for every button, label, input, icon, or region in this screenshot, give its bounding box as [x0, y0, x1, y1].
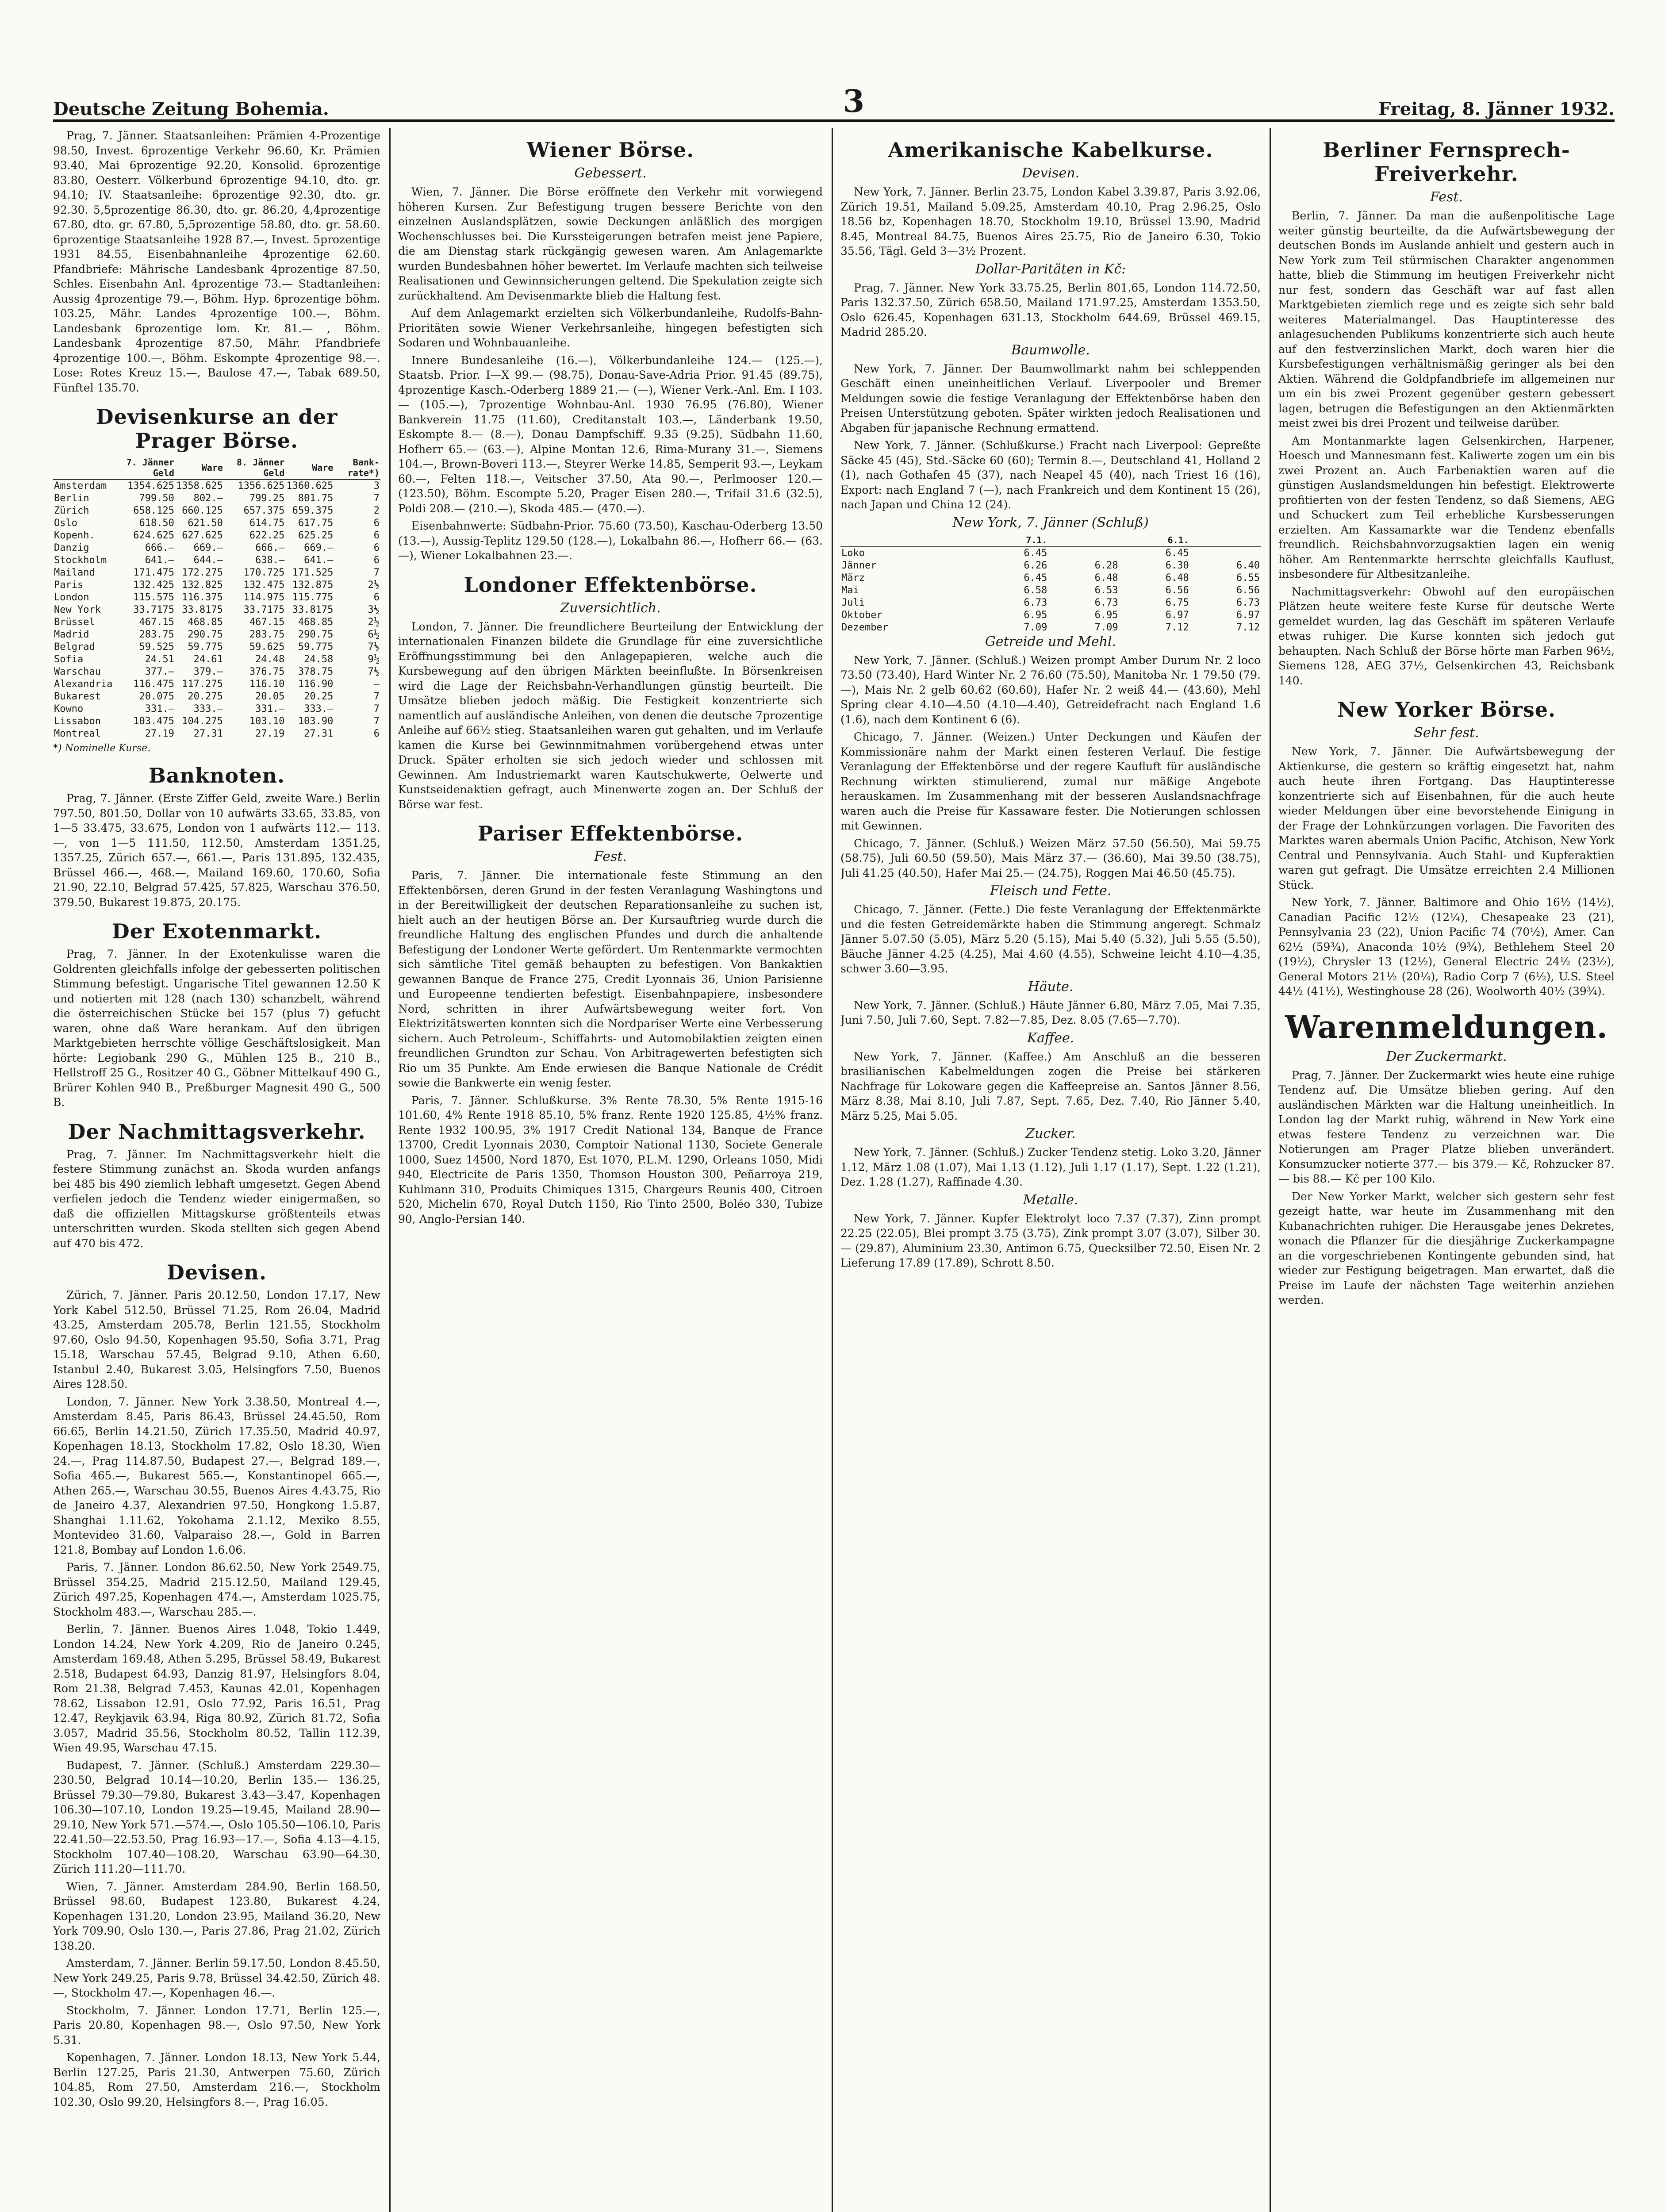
table-cell: 799.25 — [249, 493, 285, 504]
table-cell: März — [841, 572, 865, 584]
section-heading: Devisenkurse an der Prager Börse. — [96, 405, 338, 453]
table-row — [53, 703, 380, 715]
article-paragraph: Paris, 7. Jänner. Die internationale feste Stimmung an den Effektenbörsen, deren Grund in der festen Veranlagung Washingtons und in der Bereitwilligkeit der deutschen Reparationsanleihe zu suchen ist, hielt auch an der heutigen Börse an. Der Kursauftrieg wurde durch die freundliche Haltung des englischen Pfundes und durch die anhaltende Befestigung der Londoner Werte gefördert. Um Rentenmarkte vermochten sich sämtliche Titel gemäß behaupten zu befestigen. Von Bankaktien gewannen Banque de France 275, Credit Lyonnais 36, Union Parisienne und Europeenne tendierten befestigt. Eisenbahnpapiere, insbesondere Nord, schritten in ihrer Aufwärtsbewegung weiter fort. Von Elektrizitätswerten konnten sich die Nordpariser Werte eine Verbesserung sichern. Auch Petroleum-, Schiffahrts- und Automobilaktien zeigten einen freundlichen Grundton zur Schau. Von Arbitragewerten befestigten sich Rio um 35 Punkte. Am Ende erwiesen die Banque Nationale de Crédit sowie die Bankwerte ein wenig fester. — [398, 869, 823, 1089]
section-subheading: Dollar-Paritäten in Kč: — [975, 261, 1126, 277]
table-row — [840, 584, 1261, 597]
table-row — [53, 691, 380, 703]
table-cell: 1358.625 — [176, 480, 223, 492]
column-divider — [1270, 128, 1271, 2212]
table-row — [840, 622, 1261, 634]
table-row — [840, 560, 1261, 572]
table-cell: Jänner — [841, 560, 877, 571]
table-cell: Loko — [841, 547, 865, 559]
table-row — [53, 505, 380, 517]
table-cell: 103.475 — [133, 716, 174, 727]
article-paragraph: Wien, 7. Jänner. Die Börse eröffnete den Verkehr mit vorwiegend höheren Kursen. Zur Befestigung trugen bessere Berichte von den einzelnen Auslandsplätzen, sowie Deckungen anläßlich des morgigen Wochenschlusses bei. Die Kurssteigerungen betrafen meist jene Papiere, die am Dienstag stark rückgängig gewesen waren. Am Anlagemarkte wurden Bundesbahnen höher bewertet. Im Verlaufe machten sich teilweise Realisationen und Gewinnsicherungen geltend. Die Spekulation zeigte sich zurückhaltend. Am Devisenmarkte blieb die Haltung fest. — [398, 185, 823, 302]
article-paragraph: Prag, 7. Jänner. Im Nachmittagsverkehr hielt die festere Stimmung zunächst an. Skoda wurden anfangs bei 485 bis 490 ziemlich lebhaft umgesetzt. Gegen Abend verfielen jedoch die Tendenz wieder einigermaßen, so daß die offiziellen Mittagskurse größtenteils etwas unterschritten wurden. Skoda stellten sich gegen Abend auf 470 bis 472. — [53, 1148, 380, 1250]
article-paragraph: Innere Bundesanleihe (16.—), Völkerbundanleihe 124.— (125.—), Staatsb. Prior. I—X 99.— (98.75), Donau-Save-Adria Prior. 91.45 (89.75), 4prozentige Kasch.-Oderberg 1889 21.— (—), Wiener Verk.-Anl. Em. I 103.— (105.—), 7prozentige Wohnbau-Anl. 1930 76.95 (76.80), Wiener Bankverein 11.75 (11.60), Creditanstalt 103.—, Länderbank 19.50, Eskompte 8.— (8.—), Donau Dampfschiff. 9.35 (9.25), Südbahn 11.60, Hofherr 65.— (63.—), Alpine Montan 12.6, Rima-Murany 31.—, Siemens 104.—, Brown-Boveri 113.—, Steyrer Werke 14.85, Semperit 93.—, Leykam 60.—, Felten 118.—, Veitscher 37.50, Ata 90.—, Perlmooser 120.— (123.50), Böhm. Escompte 5.20, Prager Eisen 280.—, Trifail 31.6 (32.5), Poldi 208.— (210.—), Skoda 485.— (470.—). — [398, 353, 823, 515]
table-cell: 20.05 — [255, 691, 285, 702]
article-paragraph: Wien, 7. Jänner. Amsterdam 284.90, Berlin 168.50, Brüssel 98.60, Budapest 123.80, Bukarest 4.24, Kopenhagen 131.20, London 23.95, Mailand 36.20, New York 709.90, Oslo 130.—, Paris 27.86, Prag 21.02, Zürich 138.20. — [53, 1880, 380, 1952]
table-cell: 1354.625 — [127, 480, 174, 492]
table-cell: 614.75 — [249, 518, 285, 529]
table-cell: 7½ — [368, 666, 380, 677]
table-cell: Zürich — [54, 505, 89, 516]
table-row — [53, 604, 380, 616]
column-4 — [1278, 128, 1615, 2212]
table-cell: 33.8175 — [182, 604, 223, 615]
article-paragraph: Chicago, 7. Jänner. (Fette.) Die feste Veranlagung der Effektenmärkte und die festen Getreidemärkte haben die Stimmung angeregt. Schmalz Jänner 5.07.50 (5.05), März 5.20 (5.15), Mai 5.40 (5.32), Juli 5.55 (5.50), Bäuche Jänner 4.25 (4.25), Mai 4.60 (4.55), Schweine leicht 4.10—4.35, schwer 3.60—3.95. — [840, 903, 1261, 975]
table-cell: 6 — [373, 542, 380, 553]
table-cell — [1190, 547, 1261, 560]
table-cell: 6.45 — [1024, 547, 1047, 559]
table-cell: 6.95 — [1024, 609, 1047, 621]
article-paragraph: Paris, 7. Jänner. Schlußkurse. 3% Rente 78.30, 5% Rente 1915-16 101.60, 4% Rente 1918 85.10, 5% franz. Rente 1920 125.85, 4½% franz. Rente 1932 100.95, 3% 1917 Credit National 134, Banque de France 13700, Credit Lyonnais 2030, Comptoir National 1130, Societe Generale 1000, Suez 14500, Nord 1870, Est 1070, P.L.M. 1290, Orleans 1050, Midi 940, Electricite de Paris 1350, Thomson Houston 300, Peñarroya 219, Kuhlmann 310, Produits Chimiques 1315, Chargeurs Reunis 400, Citroen 520, Michelin 670, Royal Dutch 1150, Rio Tinto 2500, Boléo 330, Tubize 90, Anglo-Persian 140. — [398, 1094, 823, 1225]
table-cell: 6.97 — [1165, 609, 1189, 621]
article-paragraph: Kopenhagen, 7. Jänner. London 18.13, New York 5.44, Berlin 127.25, Paris 21.30, Antwerpen 75.60, Zürich 104.85, Rom 27.50, Amsterdam 216.—, Stockholm 102.30, Oslo 99.20, Helsingfors 8.—, Prag 16.05. — [53, 2051, 380, 2108]
table-cell: 6.28 — [1094, 560, 1118, 571]
column-header — [1048, 534, 1119, 547]
table-cell: 6.30 — [1165, 560, 1189, 571]
section-subheading: Sehr fest. — [1414, 725, 1479, 741]
table-cell: 467.15 — [249, 617, 285, 628]
article-paragraph: Der New Yorker Markt, welcher sich gestern sehr fest gezeigt hatte, war heute im Zusammenhang mit den Kubanachrichten ruhiger. Die Herausgabe jenes Dekretes, wonach die Pflanzer für die diesjährige Zuckerkampagne an die vorgeschriebenen Kontingente gebunden sind, hat wieder zur Festigung beigetragen. Man erwartet, daß die Preise im Laufe der nächsten Tage weiterhin anziehen werden. — [1278, 1190, 1615, 1306]
section-heading: Pariser Effektenbörse. — [477, 822, 744, 845]
table-row — [53, 567, 380, 579]
table-cell: 171.525 — [292, 567, 334, 578]
article-paragraph: Amsterdam, 7. Jänner. Berlin 59.17.50, London 8.45.50, New York 249.25, Paris 9.78, Brüssel 34.42.50, Zürich 48.—, Stockholm 47.—, Kopenhagen 46.—. — [53, 1957, 380, 1999]
table-cell: Mai — [841, 584, 859, 596]
table-cell — [1048, 547, 1119, 560]
table-cell: 625.25 — [298, 530, 334, 541]
column-2 — [398, 128, 823, 2212]
table-cell: 638.— — [255, 555, 285, 566]
article-paragraph: Berlin, 7. Jänner. Da man die außenpolitische Lage weiter günstig beurteilte, da die Aufwärtsbewegung der deutschen Bonds im Auslande anhielt und gestern auch in New York zum Teil stürmischen Charakter angenommen hatte, blieb die Stimmung im heutigen Freiverkehr nicht nur fest, sondern das Geschäft war auf fast allen Marktgebieten ziemlich rege und es zeigte sich sehr bald weiteres Materialmangel. Das Hauptinteresse des anlagesuchenden Publikums konzentrierte sich auch heute auf den festverzinslichen Markt, doch waren hier die Kursbefestigungen verhältnismäßig geringer als bei den Aktien. Während die Goldpfandbriefe im allgemeinen nur um ein bis zwei Prozent gegenüber gestern gebessert lagen, betrugen die Befestigungen an den Aktienmärkten meist zwei bis drei Prozent und teilweise darüber. — [1278, 209, 1615, 430]
masthead — [53, 84, 1615, 122]
table-cell: 7 — [373, 567, 380, 578]
table-cell: 103.10 — [249, 716, 285, 727]
table-cell: 6.45 — [1165, 547, 1189, 559]
column-divider — [389, 128, 391, 2212]
table-row — [53, 554, 380, 567]
table-row — [840, 609, 1261, 622]
table-cell: 59.625 — [249, 641, 285, 653]
table-cell: Alexandria — [54, 679, 113, 690]
table-cell: 377.— — [145, 666, 174, 677]
table-row — [53, 629, 380, 641]
table-cell: 6 — [373, 530, 380, 541]
table-row — [53, 728, 380, 740]
table-cell: 24.61 — [193, 654, 223, 665]
section-heading: Der Nachmittagsverkehr. — [68, 1119, 366, 1144]
column-divider — [832, 128, 833, 2212]
table-cell: 801.75 — [298, 493, 334, 504]
table-row — [53, 591, 380, 604]
page-number: 3 — [843, 83, 865, 119]
table-cell: Belgrad — [54, 641, 95, 653]
table-cell: 799.50 — [139, 493, 174, 504]
table-row — [840, 597, 1261, 609]
rate-table — [840, 534, 1261, 634]
table-cell: 6 — [373, 518, 380, 529]
section-heading: Devisen. — [167, 1260, 267, 1284]
section-subheading: Fleisch und Fette. — [990, 883, 1112, 899]
table-cell: 624.625 — [133, 530, 174, 541]
table-cell: 7.09 — [1024, 622, 1047, 633]
table-cell: 3½ — [368, 604, 380, 615]
column-header: Ware — [175, 456, 224, 480]
table-cell: 7 — [373, 493, 380, 504]
section-subheading: Häute. — [1028, 979, 1074, 995]
table-cell: Madrid — [54, 629, 89, 640]
table-cell: 6.73 — [1024, 597, 1047, 608]
table-cell: 7.09 — [1094, 622, 1118, 633]
article-paragraph: Prag, 7. Jänner. Der Zuckermarkt wies heute eine ruhige Tendenz auf. Die Umsätze blieben gering. Auf den ausländischen Märkten war die Haltung uneinheitlich. In London lag der Markt ruhig, während in New York eine etwas festere Tendenz zu verzeichnen war. Die Notierungen am Prager Platze blieben unverändert. Konsumzucker notierte 377.— bis 379.— Kč, Rohzucker 87.— bis 88.— Kč per 100 Kilo. — [1278, 1068, 1615, 1185]
table-cell: 27.19 — [145, 728, 174, 739]
table-cell: 6.48 — [1165, 572, 1189, 584]
table-cell: Kopenh. — [54, 530, 95, 541]
table-cell: London — [54, 592, 89, 603]
table-row — [53, 530, 380, 542]
table-row — [53, 492, 380, 505]
table-cell: 2½ — [368, 580, 380, 591]
table-cell: Oslo — [54, 518, 77, 529]
article-paragraph: Zürich, 7. Jänner. Paris 20.12.50, London 17.17, New York Kabel 512.50, Brüssel 71.25, Rom 26.04, Madrid 43.25, Amsterdam 205.78, Berlin 121.55, Stockholm 97.60, Oslo 94.50, Kopenhagen 95.50, Sofia 3.71, Prag 15.18, Warschau 57.45, Belgrad 9.10, Athen 6.60, Istanbul 2.40, Bukarest 3.05, Helsingfors 7.50, Buenos Aires 128.50. — [53, 1289, 380, 1390]
table-cell: 115.575 — [133, 592, 174, 603]
column-header: 7.1. — [977, 534, 1048, 547]
table-cell: 6.53 — [1094, 584, 1118, 596]
table-cell: Warschau — [54, 666, 101, 677]
article-paragraph: Chicago, 7. Jänner. (Schluß.) Weizen März 57.50 (56.50), Mai 59.75 (58.75), Juli 60.50 (59.50), Mais März 37.— (36.60), Mai 39.50 (38.75), Juli 41.25 (40.50), Hafer Mai 25.— (24.75), Roggen Mai 46.50 (45.75). — [840, 837, 1261, 879]
table-cell: 657.375 — [243, 505, 285, 516]
table-cell: New York — [54, 604, 101, 615]
table-cell: 132.825 — [182, 580, 223, 591]
table-cell: 617.75 — [298, 518, 334, 529]
table-cell: Oktober — [841, 609, 882, 621]
table-cell: 6.40 — [1236, 560, 1260, 571]
column-header: 8. Jänner Geld — [224, 456, 285, 480]
section-heading: Amerikanische Kabelkurse. — [888, 138, 1213, 162]
article-paragraph: New York, 7. Jänner. (Schluß.) Häute Jänner 6.80, März 7.05, Mai 7.35, Juni 7.50, Juli 7.60, Sept. 7.82—7.85, Dez. 8.05 (7.65—7.70). — [840, 998, 1261, 1026]
section-subheading: Metalle. — [1023, 1192, 1078, 1208]
table-cell: 24.48 — [255, 654, 285, 665]
section-subheading: Kaffee. — [1027, 1030, 1074, 1046]
table-cell: 33.7175 — [243, 604, 285, 615]
table-cell: 116.10 — [249, 679, 285, 690]
table-cell: 33.7175 — [133, 604, 174, 615]
table-cell: 2 — [373, 505, 380, 516]
table-cell: 333.— — [304, 703, 334, 714]
table-cell: 20.275 — [188, 691, 223, 702]
table-cell: 9½ — [368, 654, 380, 665]
table-cell: Sofia — [54, 654, 84, 665]
table-row — [53, 678, 380, 691]
article-paragraph: London, 7. Jänner. Die freundlichere Beurteilung der Entwicklung der internationalen Finanzen bildete die Grundlage für eine zuversichtliche Eröffnungsstimmung bei den Anlagepapieren, welche auch die Kursbewegung auf den übrigen Märkten beeinflußte. In Börsenkreisen wird die Lage der Reichsbahn-Verhandlungen günstig beurteilt. Die Umsätze blieben jedoch mäßig. Die Festigkeit konzentrierte sich namentlich auf ausländische Anleihen, von denen die deutsche 7prozentige Anleihe auf 66½ stieg. Staatsanleihen waren gut gehalten, und im Verlaufe kamen die Kurse bei Gewinnmitnahmen vorübergehend etwas unter Druck. Später erholten sie sich jedoch wieder und schlossen mit Gewinnen. Am Industriemarkt waren Kautschukwerte, Oelwerte und Kunstseidenaktien gefragt, auch Minenwerte zogen an. Der Schluß der Börse war fest. — [398, 620, 823, 811]
article-paragraph: Nachmittagsverkehr: Obwohl auf den europäischen Plätzen heute weitere feste Kurse für deutsche Werte gemeldet wurden, lag das Geschäft im späteren Verlaufe etwas ruhiger. Die Kurse konnten sich jedoch gut behaupten. Nach Schluß der Börse hörte man Farben 96½, Siemens 128, AEG 37½, Gelsenkirchen 43, Reichsbank 140. — [1278, 585, 1615, 687]
table-cell: 331.— — [145, 703, 174, 714]
table-cell: 7.12 — [1236, 622, 1260, 633]
table-cell: 24.51 — [145, 654, 174, 665]
article-paragraph: Eisenbahnwerte: Südbahn-Prior. 75.60 (73.50), Kaschau-Oderberg 13.50 (13.—), Aussig-Teplitz 129.50 (128.—), Lokalbahn 86.—, Hofherr 66.— (63.—), Wiener Lokalbahnen 23.—. — [398, 519, 823, 562]
article-paragraph: Stockholm, 7. Jänner. London 17.71, Berlin 125.—, Paris 20.80, Kopenhagen 98.—, Oslo 97.50, New York 5.31. — [53, 2004, 380, 2047]
section-subheading: Gebessert. — [574, 165, 647, 181]
table-cell: 618.50 — [139, 518, 174, 529]
table-cell: 59.775 — [188, 641, 223, 653]
table-cell: 116.90 — [298, 679, 334, 690]
table-cell: 6.56 — [1165, 584, 1189, 596]
table-cell: 283.75 — [139, 629, 174, 640]
section-heading: New Yorker Börse. — [1337, 698, 1556, 722]
table-cell: 6½ — [368, 629, 380, 640]
column-header: 7. Jänner Geld — [113, 456, 175, 480]
table-cell: 171.475 — [133, 567, 174, 578]
table-cell: 658.125 — [133, 505, 174, 516]
table-cell: 132.875 — [292, 580, 334, 591]
section-subheading: Zuversichtlich. — [560, 600, 661, 616]
table-cell: Bukarest — [54, 691, 101, 702]
table-cell: 6.95 — [1094, 609, 1118, 621]
section-subheading: Der Zuckermarkt. — [1386, 1048, 1507, 1064]
section-heading: Banknoten. — [148, 764, 285, 787]
table-cell: Paris — [54, 580, 84, 591]
article-paragraph: Prag, 7. Jänner. (Erste Ziffer Geld, zweite Ware.) Berlin 797.50, 801.50, Dollar von 10 aufwärts 33.65, 33.85, von 1—5 33.475, 33.675, London von 1 aufwärts 112.— 113.—, von 1—5 111.50, 112.50, Amsterdam 1351.25, 1357.25, Zürich 657.—, 661.—, Paris 131.895, 132.435, Brüssel 466.—, 468.—, Mailand 169.60, 170.60, Sofia 21.90, 22.10, Belgrad 57.425, 57.825, Warschau 376.50, 379.50, Bukarest 19.875, 20.175. — [53, 792, 380, 909]
article-paragraph: Prag, 7. Jänner. Staatsanleihen: Prämien 4-Prozentige 98.50, Invest. 6prozentige Verkehr 96.60, Kr. Prämien 93.40, Mai 6prozentige 92.20, Konsolid. 6prozentige 83.80, Oesterr. Völkerbund 6prozentige 94.10, dto. gr. 94.10; IV. Staatsanleihe: 6prozentige 92.30, dto. gr. 92.30. 5,5prozentige 86.30, dto. gr. 86.20, 4,4prozentige 67.80, dto. gr. 67.80, 5,5prozentige 58.80, dto. gr. 58.60. 6prozentige Staatsanleihe 1928 87.—, Invest. 5prozentige 1931 84.55, Eisenbahnanleihe 4prozentige 62.60. Pfandbriefe: Mährische Landesbank 4prozentige 87.50, Schles. Eisenbahn Anl. 4prozentige 73.— Stadtanleihen: Aussig 4prozentige 79.—, Böhm. Hyp. 6prozentige böhm. 103.25, Mähr. Landes 4prozentige 100.—, Böhm. Landesbank 6prozentige lom. Kr. 81.— , Böhm. Landesbank 4prozentige 87.50, Mähr. Pfandbriefe 4prozentige 100.—, Böhm. Eskompte 4prozentige 98.—. Lose: Rotes Kreuz 15.—, Baulose 47.—, Tabak 689.50, Fünftel 135.70. — [53, 129, 380, 394]
table-cell: 27.31 — [304, 728, 334, 739]
table-cell: 669.— — [304, 542, 334, 553]
table-row — [840, 572, 1261, 584]
table-cell: 6.56 — [1236, 584, 1260, 596]
section-heading: Der Exotenmarkt. — [111, 919, 322, 943]
table-cell: 6.45 — [1024, 572, 1047, 584]
table-cell: Juli — [841, 597, 865, 608]
table-cell: 376.75 — [249, 666, 285, 677]
table-cell: 644.— — [193, 555, 223, 566]
table-cell: 103.90 — [298, 716, 334, 727]
table-row — [53, 517, 380, 530]
table-cell: Kowno — [54, 703, 84, 714]
table-cell: 7.12 — [1165, 622, 1189, 633]
table-cell: 27.31 — [193, 728, 223, 739]
table-row — [53, 616, 380, 629]
table-cell: 669.— — [193, 542, 223, 553]
column-header: Ware — [285, 456, 334, 480]
table-cell: 7½ — [368, 641, 380, 653]
paper-title: Deutsche Zeitung Bohemia. — [53, 99, 329, 119]
article-paragraph: London, 7. Jänner. New York 3.38.50, Montreal 4.—, Amsterdam 8.45, Paris 86.43, Brüssel 24.45.50, Rom 66.65, Berlin 14.21.50, Zürich 17.35.50, Madrid 40.97, Kopenhagen 18.13, Stockholm 17.82, Oslo 18.30, Wien 24.—, Prag 114.87.50, Budapest 27.—, Belgrad 189.—, Sofia 465.—, Bukarest 565.—, Konstantinopel 665.—, Athen 265.—, Warschau 30.55, Buenos Aires 4.43.75, Rio de Janeiro 4.37, Alexandrien 97.50, Hongkong 1.5.87, Shanghai 1.11.62, Yokohama 2.1.12, Mexiko 8.55, Montevideo 31.60, Valparaiso 28.—, Gold in Barren 121.8, Bombay auf London 1.6.06. — [53, 1395, 380, 1556]
table-cell: 172.275 — [182, 567, 223, 578]
table-cell: 331.— — [255, 703, 285, 714]
table-cell: 1360.625 — [286, 480, 334, 492]
table-cell: 6.75 — [1165, 597, 1189, 608]
table-row — [53, 715, 380, 728]
table-row — [840, 547, 1261, 560]
table-cell: 104.275 — [182, 716, 223, 727]
table-cell: 116.475 — [133, 679, 174, 690]
article-paragraph: New York, 7. Jänner. (Schlußkurse.) Fracht nach Liverpool: Gepreßte Säcke 45 (45), Std.-Säcke 60 (60); Termin 8.—, Deutschland 41, Holland 2 (1), nach Gothafen 45 (37), nach Neapel 45 (40), nach Triest 16 (16), Export: nach England 7 (—), nach Frankreich und dem Kontinent 15 (26), nach Japan und China 12 (24). — [840, 439, 1261, 511]
article-paragraph: Prag, 7. Jänner. In der Exotenkulisse waren die Goldrenten gleichfalls infolge der gebesserten politischen Stimmung befestigt. Ungarische Titel gewannen 12.50 K und notierten mit 128 (nach 130) schanzbelt, während die österreichischen Stücke bei 157 (plus 7) gefucht waren, ohne daß Ware herankam. Auf den übrigen Marktgebieten herrschte völlige Geschäftslosigkeit. Man hörte: Legiobank 290 G., Mühlen 125 B., 210 B., Hellstroff 25 G., Rositzer 40 G., Göbner Mittelkauf 490 G., Brürer Kohlen 940 B., Preßburger Magnesit 490 G., 500 B. — [53, 948, 380, 1109]
table-cell: 333.— — [193, 703, 223, 714]
table-cell: 132.475 — [243, 580, 285, 591]
table-row — [53, 641, 380, 653]
table-cell: 33.8175 — [292, 604, 334, 615]
table-cell: 641.— — [304, 555, 334, 566]
table-cell: 20.25 — [304, 691, 334, 702]
article-paragraph: New York, 7. Jänner. Kupfer Elektrolyt loco 7.37 (7.37), Zinn prompt 22.25 (22.05), Blei prompt 3.75 (3.75), Zink prompt 3.07 (3.07), Silber 30.— (29.87), Aluminium 23.30, Antimon 6.75, Quecksilber 72.50, Eisen Nr. 2 Lieferung 17.89 (17.89), Schrott 8.50. — [840, 1212, 1261, 1269]
table-cell: 6.55 — [1236, 572, 1260, 584]
table-cell: 132.425 — [133, 580, 174, 591]
table-cell: — — [373, 679, 380, 690]
section-subheading: Zucker. — [1025, 1126, 1076, 1141]
table-cell: 2½ — [368, 617, 380, 628]
table-cell: 468.85 — [298, 617, 334, 628]
article-paragraph: New York, 7. Jänner. Berlin 23.75, London Kabel 3.39.87, Paris 3.92.06, Zürich 19.51, Mailand 5.09.25, Amsterdam 40.10, Prag 2.96.25, Oslo 18.56 bz, Kopenhagen 18.70, Stockholm 19.10, Brüssel 13.90, Madrid 8.45, Montreal 84.75, Buenos Aires 25.75, Rio de Janeiro 6.30, Tokio 35.56, Tägl. Geld 3—3½ Prozent. — [840, 185, 1261, 257]
section-subheading: Getreide und Mehl. — [985, 634, 1116, 649]
rate-table — [53, 456, 380, 740]
article-paragraph: New York, 7. Jänner. Die Aufwärtsbewegung der Aktienkurse, die gestern so kräftig eingesetzt hat, nahm auch heute ihren Fortgang. Das Hauptinteresse konzentrierte sich auf Eisenbahnen, für die auch heute wieder Meldungen über eine bevorstehende Einigung in der Frage der Lohnkürzungen vorlagen. Die Favoriten des Marktes waren abermals Union Pacific, Atchison, New York Central und Pennsylvania. Auch Stahl- und Kupferaktien waren gut gefragt. Die Umsätze erreichten 2.4 Millionen Stück. — [1278, 745, 1615, 891]
column-header: Bank-rate*) — [334, 456, 380, 480]
table-cell: 59.775 — [298, 641, 334, 653]
article-paragraph: Prag, 7. Jänner. New York 33.75.25, Berlin 801.65, London 114.72.50, Paris 132.37.50, Zürich 658.50, Mailand 171.97.25, Amsterdam 1353.50, Oslo 626.45, Kopenhagen 631.13, Stockholm 644.69, Brüssel 469.15, Madrid 285.20. — [840, 281, 1261, 338]
section-subheading: Fest. — [594, 849, 627, 864]
table-cell: 6 — [373, 555, 380, 566]
table-cell: 666.— — [145, 542, 174, 553]
table-cell: Mailand — [54, 567, 95, 578]
table-cell: Brüssel — [54, 617, 95, 628]
table-cell: 378.75 — [298, 666, 334, 677]
table-cell: 27.19 — [255, 728, 285, 739]
table-cell: 59.525 — [139, 641, 174, 653]
table-cell: 659.375 — [292, 505, 334, 516]
issue-date: Freitag, 8. Jänner 1932. — [1378, 99, 1615, 119]
table-row — [53, 579, 380, 591]
table-row — [53, 480, 380, 492]
table-cell: 7 — [373, 716, 380, 727]
footnote: *) Nominelle Kurse. — [53, 743, 151, 754]
table-row — [53, 542, 380, 554]
table-cell: 6.58 — [1024, 584, 1047, 596]
table-cell: Dezember — [841, 622, 888, 633]
table-cell: 6 — [373, 592, 380, 603]
table-cell: 6.73 — [1094, 597, 1118, 608]
column-header: 6.1. — [1119, 534, 1190, 547]
article-paragraph: Budapest, 7. Jänner. (Schluß.) Amsterdam 229.30—230.50, Belgrad 10.14—10.20, Berlin 135.— 136.25, Brüssel 79.30—79.80, Bukarest 3.43—3.47, Kopenhagen 106.30—107.10, London 19.25—19.45, Mailand 28.90—29.10, New York 571.—574.—, Oslo 105.50—106.10, Paris 22.41.50—22.53.50, Prag 16.93—17.—, Sofia 4.13—4.15, Stockholm 107.40—108.20, Warschau 63.90—64.30, Zürich 111.20—111.70. — [53, 1759, 380, 1875]
table-cell: 6 — [373, 728, 380, 739]
table-cell: 3 — [373, 480, 380, 492]
article-paragraph: New York, 7. Jänner. Der Baumwollmarkt nahm bei schleppenden Geschäft einen uneinheitlichen Verlauf. Liverpooler und Bremer Meldungen sowie die festige Veranlagung der Effektenbörse haben den Preisen Unterstützung geboten. Später wirkten jedoch Realisationen und Abgaben für japanische Rechnung ermattend. — [840, 362, 1261, 434]
table-cell: Montreal — [54, 728, 101, 739]
article-paragraph: New York, 7. Jänner. (Kaffee.) Am Anschluß an die besseren brasilianischen Kabelmeldungen zogen die Preise bei stärkeren Nachfrage für Lokoware gegen die Kaffeepreise an. Santos Jänner 8.56, März 8.38, Mai 8.10, Juli 7.87, Sept. 7.65, Dez. 7.40, Rio Jänner 5.40, März 5.25, Mai 5.05. — [840, 1050, 1261, 1122]
section-subheading: New York, 7. Jänner (Schluß) — [952, 515, 1149, 530]
table-cell: 379.— — [193, 666, 223, 677]
table-cell: 467.15 — [139, 617, 174, 628]
article-paragraph: Am Montanmarkte lagen Gelsenkirchen, Harpener, Hoesch und Mannesmann fest. Kaliwerte zogen um ein bis zwei Prozent an. Auch Farbenaktien waren auf die günstigen Auslandsmeldungen hin befestigt. Elektrowerte profitierten von der festen Tendenz, so daß Siemens, AEG und Schuckert zum Teil erhebliche Kursbesserungen erzielten. Am Kassamarkte war die Tendenz ebenfalls freundlich. Reichsbahnvorzugsaktien lagen ein wenig höher. Am Rentenmarkte herrschte gleichfalls Kauflust, insbesondere für Altbesitzanleihe. — [1278, 434, 1615, 580]
column-header — [840, 534, 977, 547]
table-cell: 468.85 — [188, 617, 223, 628]
table-cell: 114.975 — [243, 592, 285, 603]
table-cell: Lissabon — [54, 716, 101, 727]
section-heading: Wiener Börse. — [526, 138, 694, 162]
table-cell: Stockholm — [54, 555, 107, 566]
table-cell: 20.075 — [139, 691, 174, 702]
article-paragraph: New York, 7. Jänner. Baltimore and Ohio 16½ (14½), Canadian Pacific 12½ (12¼), Chesapeake 23 (21), Pennsylvania 23 (22), Union Pacific 74 (70½), Amer. Can 62½ (59¾), Anaconda 10½ (9¾), Bethlehem Steel 20 (19½), Chrysler 13 (12½), General Electric 24½ (23½), General Motors 21½ (20¼), Radio Corp 7 (6½), U.S. Steel 44½ (41½), Westinghouse 28 (26), Woolworth 40½ (39¾). — [1278, 896, 1615, 998]
table-cell: 6.26 — [1024, 560, 1047, 571]
article-paragraph: Berlin, 7. Jänner. Buenos Aires 1.048, Tokio 1.449, London 14.24, New York 4.209, Rio de Janeiro 0.245, Amsterdam 169.48, Athen 5.295, Brüssel 58.49, Bukarest 2.518, Budapest 64.93, Danzig 81.97, Helsingfors 8.04, Rom 21.38, Belgrad 7.453, Kaunas 42.01, Kopenhagen 78.62, Lissabon 12.91, Oslo 77.92, Paris 16.51, Prag 12.47, Reykjavik 63.94, Riga 80.92, Zürich 81.72, Sofia 3.057, Madrid 35.56, Stockholm 80.52, Tallin 112.39, Wien 49.95, Warschau 47.15. — [53, 1623, 380, 1754]
table-cell: 24.58 — [304, 654, 334, 665]
column-1 — [53, 128, 380, 2212]
table-cell: 641.— — [145, 555, 174, 566]
column-header — [1190, 534, 1261, 547]
table-header-row — [840, 534, 1261, 547]
table-cell: 666.— — [255, 542, 285, 553]
article-paragraph: Auf dem Anlagemarkt erzielten sich Völkerbundanleihe, Rudolfs-Bahn-Prioritäten sowie Wiener Verkehrsanleihe, hingegen befestigten sich Sodaren und Wohnbauanleihe. — [398, 307, 823, 349]
table-cell: 6.48 — [1094, 572, 1118, 584]
column-header — [53, 456, 113, 480]
table-cell: 6.97 — [1236, 609, 1260, 621]
table-cell: 7 — [373, 691, 380, 702]
table-row — [53, 653, 380, 666]
table-cell: 116.375 — [182, 592, 223, 603]
section-heading: Londoner Effektenbörse. — [464, 572, 757, 597]
table-cell: 802.— — [193, 493, 223, 504]
article-paragraph: New York, 7. Jänner. (Schluß.) Zucker Tendenz stetig. Loko 3.20, Jänner 1.12, März 1.08 (1.07), Mai 1.13 (1.12), Juli 1.17 (1.17), Sept. 1.22 (1.21), Dez. 1.28 (1.27), Raffinade 4.30. — [840, 1146, 1261, 1188]
table-header-row — [53, 456, 380, 480]
table-cell: Amsterdam — [54, 480, 107, 492]
column-3 — [840, 128, 1261, 2212]
section-heading: Warenmeldungen. — [1285, 1008, 1608, 1045]
table-cell: 660.125 — [182, 505, 223, 516]
table-row — [53, 666, 380, 678]
section-subheading: Baumwolle. — [1011, 342, 1090, 358]
table-cell: Danzig — [54, 542, 89, 553]
table-cell: 290.75 — [188, 629, 223, 640]
section-heading: Berliner Fernsprech-Freiverkehr. — [1323, 138, 1570, 186]
table-cell: 290.75 — [298, 629, 334, 640]
article-paragraph: Paris, 7. Jänner. London 86.62.50, New York 2549.75, Brüssel 354.25, Madrid 215.12.50, Mailand 129.45, Zürich 497.25, Kopenhagen 474.—, Amsterdam 1025.75, Stockholm 483.—, Warschau 285.—. — [53, 1561, 380, 1618]
table-cell: 170.725 — [243, 567, 285, 578]
table-cell: 7 — [373, 703, 380, 714]
table-cell: Berlin — [54, 493, 89, 504]
article-paragraph: Chicago, 7. Jänner. (Weizen.) Unter Deckungen und Käufen der Kommissionäre nahm der Markt einen festeren Verlauf. Die festige Veranlagung der Effektenbörse und der regere Kaufluft für ausländische Rechnung wirkten stimulierend, zumal nur mäßige Angebote herauskamen. Im Zusammenhang mit der besseren Auslandsnachfrage waren auch die Preise für Kassaware fester. Die Notierungen schlossen mit Gewinnen. — [840, 730, 1261, 832]
table-cell: 621.50 — [188, 518, 223, 529]
table-cell: 115.775 — [292, 592, 334, 603]
section-subheading: Fest. — [1430, 189, 1463, 205]
article-paragraph: New York, 7. Jänner. (Schluß.) Weizen prompt Amber Durum Nr. 2 loco 73.50 (73.40), Hard Winter Nr. 2 76.60 (75.50), Manitoba Nr. 1 79.50 (79.—), Mais Nr. 2 gelb 60.62 (60.60), Hafer Nr. 2 weiß 44.— (43.60), Mehl Spring clear 4.10—4.50 (4.10—4.40), Getreidefracht nach England 1.6 (1.6), nach dem Kontinent 6 (6). — [840, 653, 1261, 726]
table-cell: 622.25 — [249, 530, 285, 541]
table-cell: 117.275 — [182, 679, 223, 690]
section-subheading: Devisen. — [1021, 165, 1080, 181]
table-cell: 6.73 — [1236, 597, 1260, 608]
table-cell: 283.75 — [249, 629, 285, 640]
table-cell: 1356.625 — [238, 480, 285, 492]
table-cell: 627.625 — [182, 530, 223, 541]
